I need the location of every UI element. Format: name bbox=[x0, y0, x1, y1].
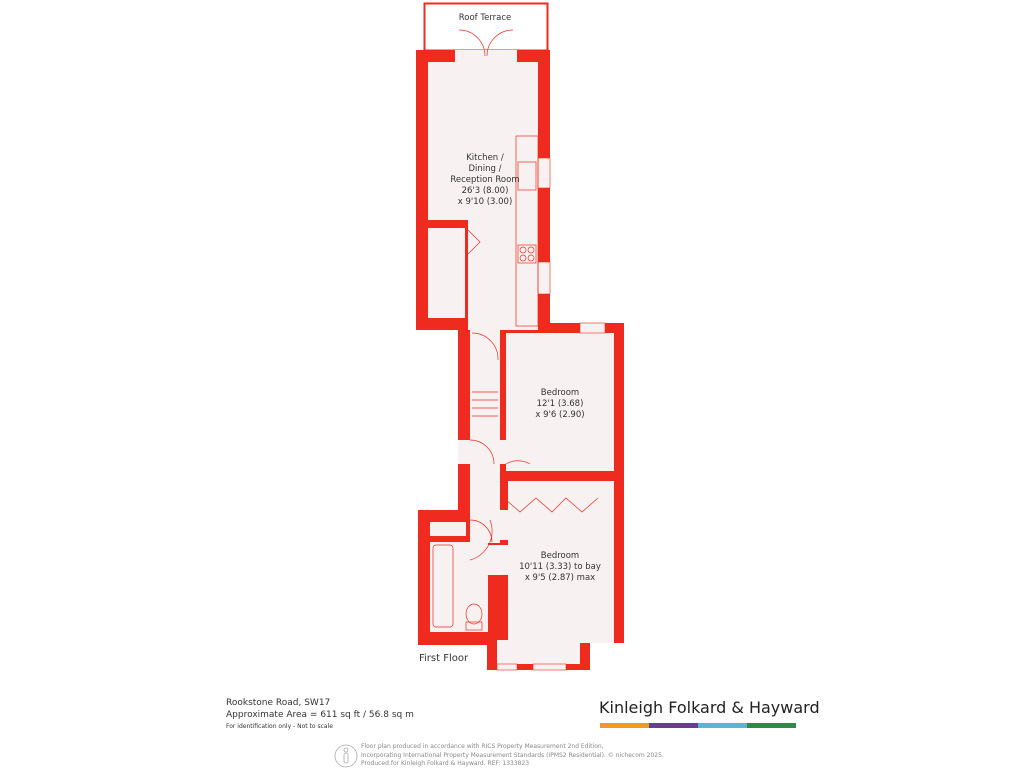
address: Rookstone Road, SW17 bbox=[226, 698, 331, 708]
room-label-bedroom-2: Bedroom bbox=[540, 551, 580, 561]
rics-line-1: Floor plan produced in accordance with RICS Property Measurement 2nd Edition, bbox=[361, 743, 604, 750]
area: Approximate Area = 611 sq ft / 56.8 sq m bbox=[226, 710, 414, 720]
room-bedroom-2 bbox=[505, 551, 615, 584]
room-dims-bedroom-2-1: 10'11 (3.33) to bay bbox=[519, 562, 601, 572]
room-label-bedroom-1: Bedroom bbox=[540, 388, 580, 398]
roof-terrace-outline bbox=[425, 4, 548, 51]
room-label-roof-terrace: Roof Terrace bbox=[458, 13, 512, 23]
rics-line-3: Produced for Kinleigh Folkard & Hayward. REF: 1333823 bbox=[361, 760, 530, 767]
brand-stripe bbox=[600, 723, 796, 728]
rics-line-2: Incorporating International Property Measurement Standards (IPMS2 Residential). © nichecom 2025. bbox=[361, 751, 664, 759]
room-dims-bedroom-2-2: x 9'5 (2.87) max bbox=[524, 573, 596, 583]
brand-name: Kinleigh Folkard & Hayward bbox=[599, 698, 820, 717]
room-kitchen bbox=[430, 153, 540, 208]
room-label-kitchen: Kitchen / Dining / Reception Room bbox=[450, 153, 520, 185]
room-dims-kitchen-1: 26'3 (8.00) bbox=[461, 186, 509, 196]
room-bedroom-1 bbox=[505, 388, 615, 421]
floor-label: First Floor bbox=[419, 653, 469, 664]
room-dims-bedroom-1-1: 12'1 (3.68) bbox=[536, 399, 584, 409]
disclaimer: For identification only - Not to scale bbox=[226, 723, 333, 730]
room-dims-kitchen-2: x 9'10 (3.00) bbox=[457, 197, 513, 207]
room-dims-bedroom-1-2: x 9'6 (2.90) bbox=[535, 410, 585, 420]
rics-statement bbox=[361, 743, 664, 769]
